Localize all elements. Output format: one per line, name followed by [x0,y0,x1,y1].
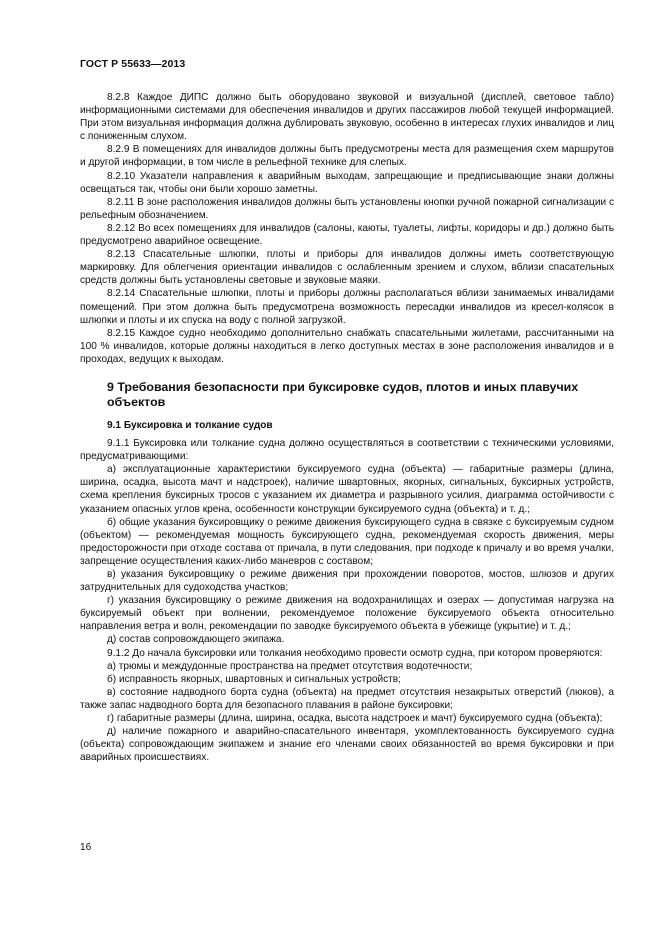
paragraph-8-2-11: 8.2.11 В зоне расположения инвалидов должны быть установлены кнопки ручной пожарной сигнализации с рельефным обозначением. [80,196,614,221]
paragraph-9-1-1: 9.1.1 Буксировка или толкание судна должно осуществляться в соответствии с техническими условиями, предусматривающими: [80,438,614,463]
document-body [80,91,614,764]
paragraph-8-2-10: 8.2.10 Указатели направления к аварийным выходам, запрещающие и предписывающие знаки должны освещаться так, чтобы они были хорошо заметны. [80,170,614,195]
list-item-9-1-2-v: в) состояние надводного борта судна (объекта) на предмет отсутствия незакрытых отверстий (люков), а также запас надводного борта для безопасного плавания в районе буксировки; [80,686,614,711]
list-item-9-1-2-g: г) габаритные размеры (длина, ширина, осадка, высота надстроек и мачт) буксируемого судна (объекта); [107,713,603,725]
list-item-9-1-1-a: а) эксплуатационные характеристики буксируемого судна (объекта) — габаритные размеры (длина, ширина, осадка, высота мачт и надстроек), наличие швартовных, якорных, сигнальных, буксирных устройств, схема крепления буксирных тросов с указанием их диаметра и разрывного усилия, диаграмма остойчивости с указанием опасных углов крена, особенности конструкции буксируемого судна (объекта) и т. д.; [80,464,614,515]
paragraph-8-2-14: 8.2.14 Спасательные шлюпки, плоты и приборы должны располагаться вблизи занимаемых инвалидами помещений. При этом должна быть предусмотрена возможность пересадки инвалидов из кресел-колясок в шлюпки и плоты и их спуска на воду с полной загрузкой. [80,288,614,326]
list-item-9-1-2-b: б) исправность якорных, швартовных и сигнальных устройств; [107,673,401,685]
paragraph-8-2-12: 8.2.12 Во всех помещениях для инвалидов (салоны, каюты, туалеты, лифты, коридоры и др.) должно быть предусмотрено аварийное освещение. [80,222,614,248]
paragraph-8-2-9: 8.2.9 В помещениях для инвалидов должны быть предусмотрены места для размещения схем маршрутов и другой информации, в том числе в рельефной технике для слепых. [80,144,614,169]
subsection-9-1-title: 9.1 Буксировка и толкание судов [107,419,273,431]
list-item-9-1-2-d: д) наличие пожарного и аварийно-спасательного инвентаря, укомплектованность буксируемого судна (объекта) сопровождающим экипажем и знание его членами своих обязанностей во время буксировки и при аварийных происшествиях. [80,726,614,764]
list-item-9-1-1-v: в) указания буксировщику о режиме движения при прохождении поворотов, мостов, шлюзов и других затруднительных для судоходства участков; [80,569,614,594]
paragraph-8-2-15: 8.2.15 Каждое судно необходимо дополнительно снабжать спасательными жилетами, рассчитанными на 100 % инвалидов, которые должны находиться в легко доступных местах в зоне расположения инвалидов и в проходах, ведущих к выходам. [80,327,614,365]
paragraph-8-2-8: 8.2.8 Каждое ДИПС должно быть оборудовано звуковой и визуальной (дисплей, световое табло) информационными системами для обеспечения инвалидов и других пассажиров любой текущей информацией. При этом визуальная информация должна дублировать звуковую, особенно в интересах глухих инвалидов и лиц с пониженным слухом. [80,92,614,143]
list-item-9-1-1-g: г) указания буксировщику о режиме движения на водохранилищах и озерах — допустимая нагрузка на буксируемый объект при волнении, рекомендуемое положение буксируемого объекта относительно направления ветра и волн, рекомендации по заводке буксируемого объекта в убежище (укрытие) и т. д.; [80,595,614,633]
section-9-title: 9 Требования безопасности при буксировке судов, плотов и иных плавучих объектов [107,379,579,410]
paragraph-8-2-13: 8.2.13 Спасательные шлюпки, плоты и приборы для инвалидов должны иметь соответствующую маркировку. Для облегчения ориентации инвалидов с ослабленным зрением и слухом, вблизи спасательных средств должны быть установлены световые и звуковые маяки. [80,249,614,287]
page-number: 16 [80,842,92,853]
document-header: ГОСТ Р 55633—2013 [80,58,186,70]
paragraph-9-1-2: 9.1.2 До начала буксировки или толкания необходимо провести осмотр судна, при котором проверяются: [107,647,603,659]
list-item-9-1-1-d: д) состав сопровождающего экипажа. [107,634,285,646]
list-item-9-1-2-a: а) трюмы и междудонные пространства на предмет отсутствия водотечности; [107,660,473,672]
list-item-9-1-1-b: б) общие указания буксировщику о режиме движения буксирующего судна в связке с буксируемым судном (объектом) — рекомендуемая мощность буксирующего судна, рекомендуемая скорость движения, меры предосторожности при отходе состава от причала, в пути следования, при подходе к причалу и во время учалки, запрещение осуществления каких-либо маневров с составом; [80,516,614,567]
